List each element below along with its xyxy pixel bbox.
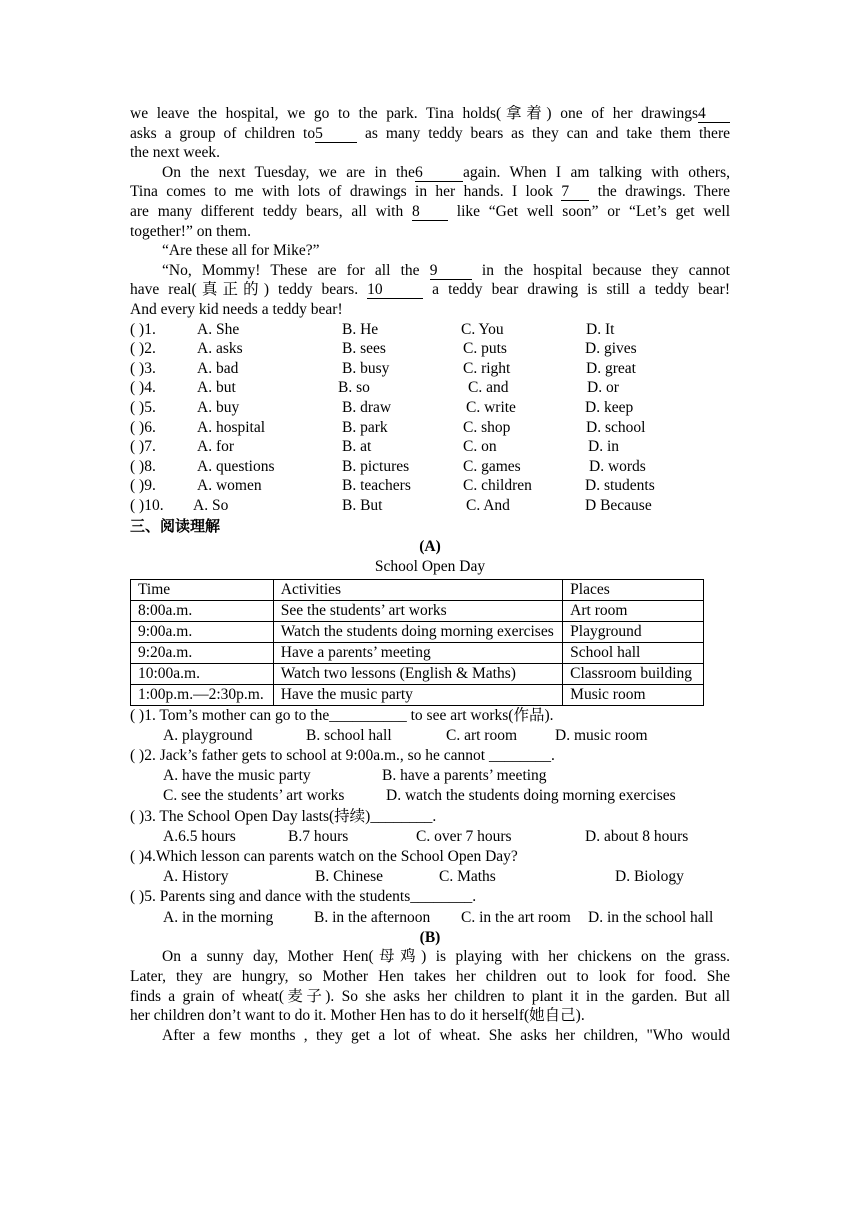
option-row: ( )1. A. She B. He C. You D. It — [130, 320, 615, 338]
answer-blank-10: 10 — [367, 282, 423, 299]
option-row: ( )10. A. So B. But C. And D Because — [130, 496, 652, 514]
option-row: ( )8. A. questions B. pictures C. games D. words — [130, 457, 646, 475]
table-row — [131, 642, 704, 663]
question-options: A. in the morning B. in the afternoon C. in the art room D. in the school hall — [163, 908, 714, 926]
passage-line: the next week. — [130, 144, 220, 162]
schedule-table — [130, 579, 704, 706]
question-stem: ( )4.Which lesson can parents watch on the School Open Day? — [130, 847, 518, 865]
passage-line: After a few months , they get a lot of wheat. She asks her children, "Who would — [162, 1026, 730, 1044]
worksheet-page — [130, 104, 730, 1045]
question-stem: ( )2. Jack’s father gets to school at 9:00a.m., so he cannot ________. — [130, 747, 555, 765]
table-row — [131, 684, 704, 705]
passage-line: “No, Mommy! These are for all the 9 in the hospital because they cannot — [162, 261, 730, 279]
passage-line: finds a grain of wheat(麦子). So she asks her children to plant it in the garden. But all — [130, 987, 730, 1005]
answer-blank-5: 5 — [315, 126, 357, 143]
table-cell: Watch two lessons (English & Maths) — [273, 663, 562, 684]
header-cell: Time — [131, 579, 274, 600]
question-options: A. playground B. school hall C. art room D. music room — [163, 726, 648, 744]
answer-blank-6: 6 — [415, 165, 463, 182]
question-stem: ( )5. Parents sing and dance with the students________. — [130, 888, 477, 906]
passage-line: And every kid needs a teddy bear! — [130, 300, 343, 318]
table-cell: See the students’ art works — [273, 600, 562, 621]
passage-line: Tina comes to me with lots of drawings in her hands. I look 7 the drawings. There — [130, 183, 730, 201]
table-cell: Have the music party — [273, 684, 562, 705]
passage-label: (A) — [419, 538, 441, 556]
table-cell: 9:20a.m. — [131, 642, 274, 663]
table-cell: 1:00p.m.—2:30p.m. — [131, 684, 274, 705]
table-cell: 8:00a.m. — [131, 600, 274, 621]
table-cell: Art room — [563, 600, 704, 621]
option-row: ( )5. A. buy B. draw C. write D. keep — [130, 398, 634, 416]
cloze-options — [130, 320, 730, 516]
option-row: ( )4. A. but B. so C. and D. or — [130, 379, 619, 397]
option-row: ( )7. A. for B. at C. on D. in — [130, 438, 619, 456]
table-title: School Open Day — [374, 558, 486, 576]
passage-line: are many different teddy bears, all with 8 like “Get well soon” or “Let’s get well — [130, 202, 730, 220]
passage-b-text — [130, 947, 730, 1045]
question-options: A.6.5 hours B.7 hours C. over 7 hours D. about 8 hours — [163, 827, 689, 845]
table-cell: 10:00a.m. — [131, 663, 274, 684]
answer-blank-8: 8 — [412, 204, 448, 221]
table-cell: Music room — [563, 684, 704, 705]
passage-line: asks a group of children to5 as many teddy bears as they can and take them there — [130, 124, 730, 142]
passage-line: we leave the hospital, we go to the park. Tina holds(拿着) one of her drawings4 — [130, 104, 730, 124]
table-header-row — [131, 579, 704, 600]
table-cell: Classroom building — [563, 663, 704, 684]
passage-line: “Are these all for Mike?” — [162, 242, 320, 260]
option-row: ( )2. A. asks B. sees C. puts D. gives — [130, 340, 637, 358]
question-options: A. have the music party B. have a parents’ meeting — [163, 767, 547, 785]
option-row: ( )3. A. bad B. busy C. right D. great — [130, 359, 636, 377]
option-row: ( )9. A. women B. teachers C. children D. students — [130, 477, 655, 495]
answer-blank-4: 4 — [698, 106, 730, 123]
section-heading: 三、阅读理解 — [130, 517, 221, 536]
answer-blank-7: 7 — [561, 184, 589, 201]
table-cell: School hall — [563, 642, 704, 663]
passage-line: have real(真正的) teddy bears. 10 a teddy bear drawing is still a teddy bear! — [130, 281, 731, 299]
passage-line: On a sunny day, Mother Hen(母鸡) is playing with her chickens on the grass. — [162, 948, 730, 966]
table-row — [131, 663, 704, 684]
question-options: C. see the students’ art works D. watch the students doing morning exercises — [163, 787, 676, 805]
passage-line: On the next Tuesday, we are in the6 again. When I am talking with others, — [162, 163, 730, 181]
passage-line: her children don’t want to do it. Mother Hen has to do it herself(她自己). — [130, 1007, 585, 1025]
option-row: ( )6. A. hospital B. park C. shop D. school — [130, 418, 646, 436]
table-row — [131, 621, 704, 642]
table-row — [131, 600, 704, 621]
question-options: A. History B. Chinese C. Maths D. Biology — [163, 868, 684, 886]
passage-label: (B) — [419, 928, 441, 946]
question-stem: ( )3. The School Open Day lasts(持续)________. — [130, 807, 437, 825]
question-stem: ( )1. Tom’s mother can go to the__________ to see art works(作品). — [130, 706, 554, 724]
cloze-passage — [130, 104, 730, 320]
answer-blank-9: 9 — [430, 263, 472, 280]
passage-line: Later, they are hungry, so Mother Hen takes her children out to look for food. She — [130, 967, 730, 985]
table-cell: 9:00a.m. — [131, 621, 274, 642]
header-cell: Places — [563, 579, 704, 600]
table-cell: Playground — [563, 621, 704, 642]
passage-line: together!” on them. — [130, 222, 251, 240]
table-cell: Watch the students doing morning exercises — [273, 621, 562, 642]
table-cell: Have a parents’ meeting — [273, 642, 562, 663]
header-cell: Activities — [273, 579, 562, 600]
reading-questions — [130, 706, 730, 928]
